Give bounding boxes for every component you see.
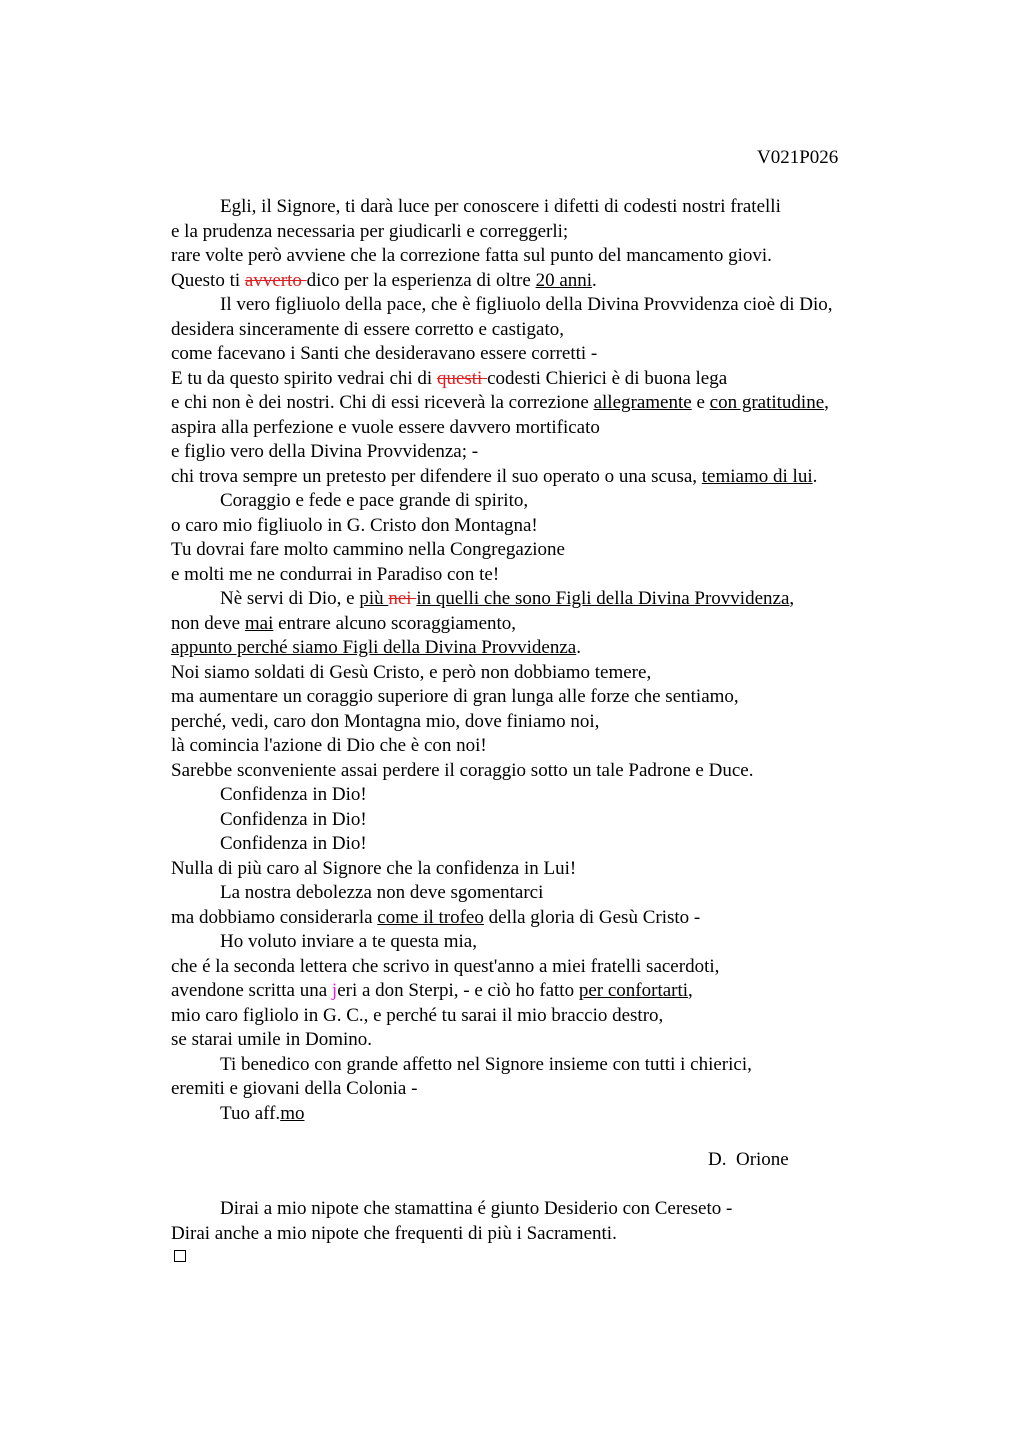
text-line — [171, 416, 931, 441]
text-segment: avendone scritta una — [171, 980, 332, 1001]
underlined-text: allegramente — [593, 392, 692, 413]
underlined-text: appunto perché siamo Figli della Divina Provvidenza — [171, 637, 577, 658]
postscript-line — [171, 1197, 931, 1222]
text-segment: Il vero figliuolo della pace, che è figliuolo della Divina Provvidenza cioè di Dio, — [220, 294, 833, 315]
text-segment: . — [576, 637, 581, 658]
text-segment: . — [812, 465, 818, 487]
text-segment: o caro mio figliuolo in G. Cristo don Montagna! — [171, 514, 538, 536]
underlined-text: mo — [280, 1102, 305, 1124]
text-line — [171, 465, 931, 490]
text-segment: desidera sinceramente di essere corretto e castigato, — [171, 318, 565, 340]
text-line — [171, 710, 931, 735]
text-line — [171, 930, 931, 955]
deleted-text: nei — [388, 588, 417, 609]
text-segment: E tu da questo spirito vedrai chi di — [171, 367, 437, 389]
text-line — [171, 489, 931, 514]
text-segment: Dirai a mio nipote che stamattina é giunto Desiderio con Cereseto - — [220, 1198, 733, 1219]
text-line — [171, 881, 931, 906]
text-segment: Confidenza in Dio! — [220, 833, 367, 854]
text-segment: rare volte però avviene che la correzione fatta sul punto del mancamento giovi. — [171, 245, 772, 266]
text-line — [171, 318, 931, 343]
underlined-text: temiamo di lui — [701, 465, 813, 487]
underlined-text: 20 anni — [535, 269, 593, 291]
text-segment: eri a don Sterpi, - e ciò ho fatto — [337, 980, 579, 1001]
text-segment: , — [824, 392, 829, 413]
underlined-text: con gratitudine — [709, 392, 825, 413]
text-line — [171, 220, 931, 245]
end-marker-box-icon — [174, 1250, 186, 1262]
text-segment: Dirai anche a mio nipote che frequenti di più i Sacramenti. — [171, 1222, 617, 1244]
text-line — [171, 391, 931, 416]
text-segment: chi trova sempre un pretesto per difendere il suo operato o una scusa, — [171, 465, 702, 487]
text-line — [171, 269, 931, 294]
underlined-text: in quelli che sono Figli della Divina Provvidenza — [416, 588, 790, 609]
text-segment: Sarebbe sconveniente assai perdere il coraggio sotto un tale Padrone e Duce. — [171, 759, 754, 781]
text-segment: eremiti e giovani della Colonia - — [171, 1078, 418, 1099]
text-segment: Ho voluto inviare a te questa mia, — [220, 931, 477, 952]
text-line — [171, 293, 931, 318]
signature: D. Orione — [708, 1149, 789, 1170]
text-line — [171, 587, 931, 612]
text-segment: Tuo aff. — [220, 1102, 281, 1124]
text-line — [171, 1053, 931, 1078]
deleted-text: questi — [436, 367, 488, 389]
text-segment: che é la seconda lettera che scrivo in quest'anno a miei fratelli sacerdoti, — [171, 955, 720, 977]
text-segment: e — [691, 392, 710, 413]
text-line — [171, 342, 931, 367]
text-segment: se starai umile in Domino. — [171, 1029, 373, 1050]
text-line — [171, 759, 931, 784]
text-line — [171, 808, 931, 833]
text-segment: , — [789, 588, 795, 609]
text-segment: Tu dovrai fare molto cammino nella Congregazione — [171, 539, 565, 560]
postscript — [171, 1197, 931, 1246]
text-segment: e la prudenza necessaria per giudicarli e correggerli; — [171, 220, 569, 242]
text-line — [171, 538, 931, 563]
text-line — [171, 1102, 931, 1127]
text-segment: codesti Chierici è di buona lega — [487, 367, 728, 389]
document-id: V021P026 — [757, 147, 839, 168]
postscript-line — [171, 1222, 931, 1247]
text-line — [171, 832, 931, 857]
text-segment: Nè servi di Dio, e — [220, 588, 360, 609]
text-segment: dico per la esperienza di oltre — [306, 269, 536, 291]
text-segment: aspira alla perfezione e vuole essere davvero mortificato — [171, 416, 600, 438]
text-line — [171, 1077, 931, 1102]
text-segment: Noi siamo soldati di Gesù Cristo, e però non dobbiamo temere, — [171, 661, 652, 683]
text-segment: Confidenza in Dio! — [220, 784, 367, 805]
text-line — [171, 661, 931, 686]
text-segment: La nostra debolezza non deve sgomentarci — [220, 882, 544, 903]
text-line — [171, 734, 931, 759]
text-segment: Confidenza in Dio! — [220, 808, 367, 830]
underlined-text: mai — [244, 612, 274, 634]
text-segment: Nulla di più caro al Signore che la confidenza in Lui! — [171, 857, 577, 879]
text-line — [171, 563, 931, 588]
text-segment: Questo ti — [171, 269, 245, 291]
text-segment: entrare alcuno scoraggiamento, — [273, 612, 517, 634]
text-line — [171, 244, 931, 269]
letter-body — [171, 195, 931, 1126]
text-line — [171, 906, 931, 931]
text-line — [171, 783, 931, 808]
text-segment: mio caro figliolo in G. C., e perché tu sarai il mio braccio destro, — [171, 1004, 664, 1026]
text-segment: come facevano i Santi che desideravano essere corretti - — [171, 343, 598, 364]
text-segment: e molti me ne condurrai in Paradiso con te! — [171, 563, 500, 585]
text-line — [171, 1028, 931, 1053]
text-line — [171, 195, 931, 220]
text-segment: non deve — [171, 612, 245, 634]
text-line — [171, 514, 931, 539]
underlined-text: per confortarti — [578, 980, 689, 1001]
underlined-text: come il trofeo — [377, 906, 484, 928]
text-segment: . — [592, 269, 597, 291]
text-segment: , — [688, 980, 693, 1001]
text-segment: Egli, il Signore, ti darà luce per conoscere i difetti di codesti nostri fratelli — [220, 196, 781, 217]
underlined-text: più — [359, 588, 389, 609]
text-line — [171, 857, 931, 882]
text-segment: Ti benedico con grande affetto nel Signore insieme con tutti i chierici, — [220, 1053, 752, 1075]
corrected-letter: j — [331, 980, 338, 1001]
text-line — [171, 1004, 931, 1029]
text-segment: Coraggio e fede e pace grande di spirito, — [220, 490, 529, 511]
text-segment: ma dobbiamo considerarla — [171, 906, 378, 928]
text-line — [171, 440, 931, 465]
text-segment: là comincia l'azione di Dio che è con noi! — [171, 735, 487, 756]
text-segment: e figlio vero della Divina Provvidenza; - — [171, 441, 479, 462]
text-segment: perché, vedi, caro don Montagna mio, dove finiamo noi, — [171, 710, 600, 732]
text-line — [171, 636, 931, 661]
text-line — [171, 612, 931, 637]
text-line — [171, 685, 931, 710]
text-segment: ma aumentare un coraggio superiore di gran lunga alle forze che sentiamo, — [171, 686, 739, 707]
deleted-text: avverto — [244, 269, 307, 291]
text-segment: e chi non è dei nostri. Chi di essi riceverà la correzione — [171, 392, 594, 413]
text-line — [171, 979, 931, 1004]
text-line — [171, 367, 931, 392]
text-line — [171, 955, 931, 980]
text-segment: della gloria di Gesù Cristo - — [483, 906, 701, 928]
